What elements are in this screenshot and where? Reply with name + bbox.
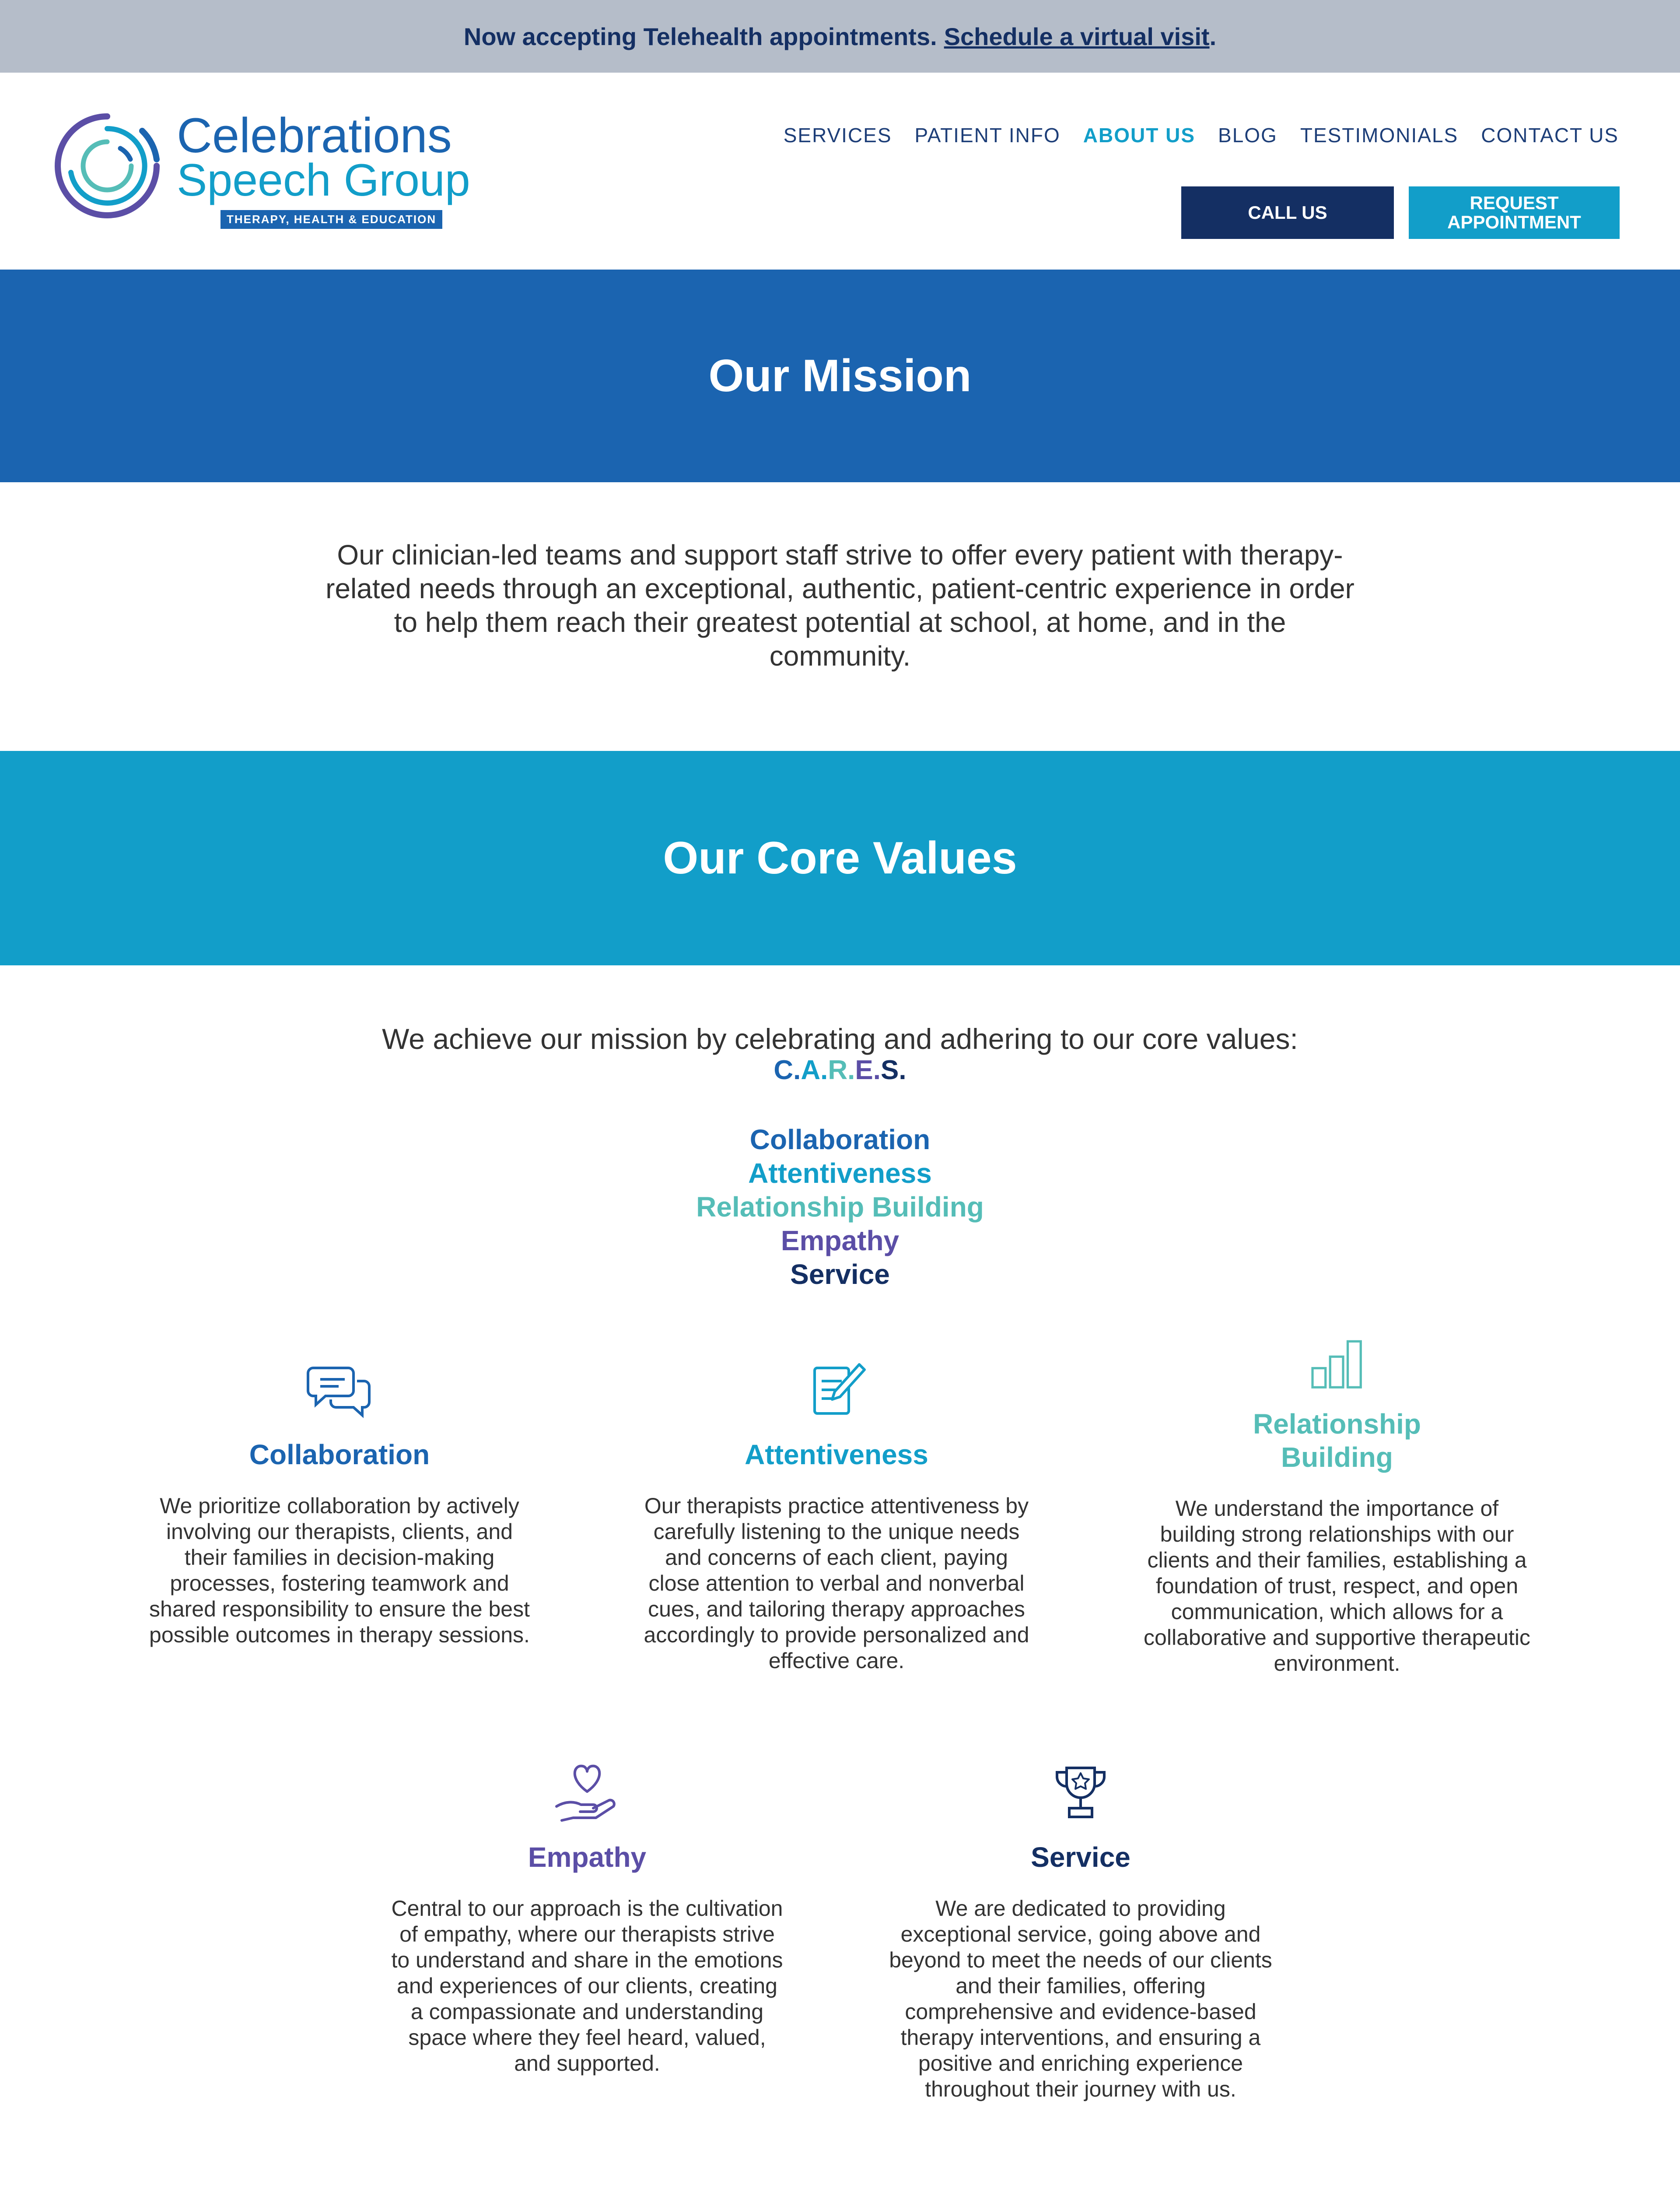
mission-banner (0, 270, 1680, 482)
nav-services[interactable]: SERVICES (783, 124, 892, 147)
cares-acronym (0, 1055, 1680, 1086)
nav-about-us[interactable]: ABOUT US (1083, 124, 1196, 147)
nav-testimonials[interactable]: TESTIMONIALS (1300, 124, 1459, 147)
acronym-letter-e: E. (855, 1055, 881, 1085)
value-relationship-building: Relationship Building (696, 1191, 984, 1223)
card-title: Collaboration (249, 1439, 430, 1470)
mission-heading: Our Mission (708, 350, 972, 401)
trophy-icon (1046, 1757, 1116, 1827)
card-body: We are dedicated to providing exceptional service, going above and beyond to meet the needs of our clients and their families, offering comprehensive and evidence-based therapy interventions, and ensuring a positive and enriching experience throughout their journey with us. (889, 1896, 1272, 2101)
main-nav (784, 123, 1619, 147)
card-body: We prioritize collaboration by actively involving our therapists, clients, and their families in decision-making processes, fostering teamwork and shared responsibility to ensure the best possible outcomes in therapy sessions. (149, 1494, 530, 1647)
announcement-bar (0, 0, 1680, 73)
card-title: Relationship Building (1253, 1408, 1421, 1473)
card-title: Service (1031, 1841, 1130, 1873)
nav-blog[interactable]: BLOG (1218, 124, 1278, 147)
logo-swirl-icon (52, 111, 162, 221)
acronym-letter-a: A. (801, 1055, 828, 1085)
logo-wordmark-line2: Speech Group (177, 155, 470, 206)
acronym-letter-c: C. (774, 1055, 801, 1085)
notepad-pencil-icon (802, 1355, 872, 1425)
site-logo[interactable] (52, 108, 470, 226)
value-card-relationship-building (1131, 1333, 1543, 1676)
heart-hand-icon (552, 1757, 622, 1827)
value-card-empathy (382, 1757, 793, 2076)
acronym-letter-r: R. (828, 1055, 855, 1085)
site-header (0, 73, 1680, 270)
acronym-letter-s: S. (881, 1055, 906, 1085)
value-collaboration: Collaboration (749, 1124, 931, 1155)
core-values-banner (0, 751, 1680, 965)
chat-bubbles-icon (304, 1355, 374, 1425)
request-appointment-button[interactable]: REQUEST APPOINTMENT (1409, 186, 1620, 239)
logo-wordmark-line1: Celebrations (177, 108, 452, 163)
core-values-list (0, 1123, 1680, 1291)
logo-tagline: THERAPY, HEALTH & EDUCATION (220, 210, 442, 229)
value-attentiveness: Attentiveness (748, 1157, 932, 1189)
call-us-button[interactable]: CALL US (1181, 186, 1394, 239)
announcement-text: Now accepting Telehealth appointments. (463, 22, 937, 50)
value-card-attentiveness (631, 1355, 1042, 1674)
announcement-period: . (1209, 22, 1217, 50)
nav-patient-info[interactable]: PATIENT INFO (914, 124, 1060, 147)
core-values-heading: Our Core Values (663, 832, 1017, 884)
bar-chart-icon (1306, 1333, 1368, 1394)
card-body: We understand the importance of building strong relationships with our clients and their families, establishing a foundation of trust, respect, and open communication, which allows for a collaborative and supportive therapeutic environment. (1144, 1496, 1530, 1676)
value-card-service (875, 1757, 1286, 2102)
value-service: Service (790, 1259, 890, 1290)
card-body: Central to our approach is the cultivation of empathy, where our therapists strive to understand and share in the emotions and experiences of our clients, creating a compassionate and understanding space where they feel heard, valued, and supported. (391, 1896, 783, 2076)
value-card-collaboration (134, 1355, 545, 1648)
card-body: Our therapists practice attentiveness by carefully listening to the unique needs and concerns of each client, paying close attention to verbal and nonverbal cues, and tailoring therapy approaches accordingly to provide personalized and effective care. (644, 1494, 1029, 1673)
nav-contact-us[interactable]: CONTACT US (1481, 124, 1619, 147)
core-values-intro: We achieve our mission by celebrating and adhering to our core values: (382, 1023, 1298, 1055)
mission-text: Our clinician-led teams and support staff strive to offer every patient with therapy-related needs through an exceptional, authentic, patient-centric experience in order to help them reach their greatest potential at school, at home, and in the community. (326, 539, 1354, 672)
schedule-virtual-visit-link[interactable]: Schedule a virtual visit (944, 22, 1210, 50)
card-title: Empathy (528, 1841, 647, 1873)
card-title: Attentiveness (745, 1439, 928, 1470)
value-empathy: Empathy (780, 1225, 900, 1256)
